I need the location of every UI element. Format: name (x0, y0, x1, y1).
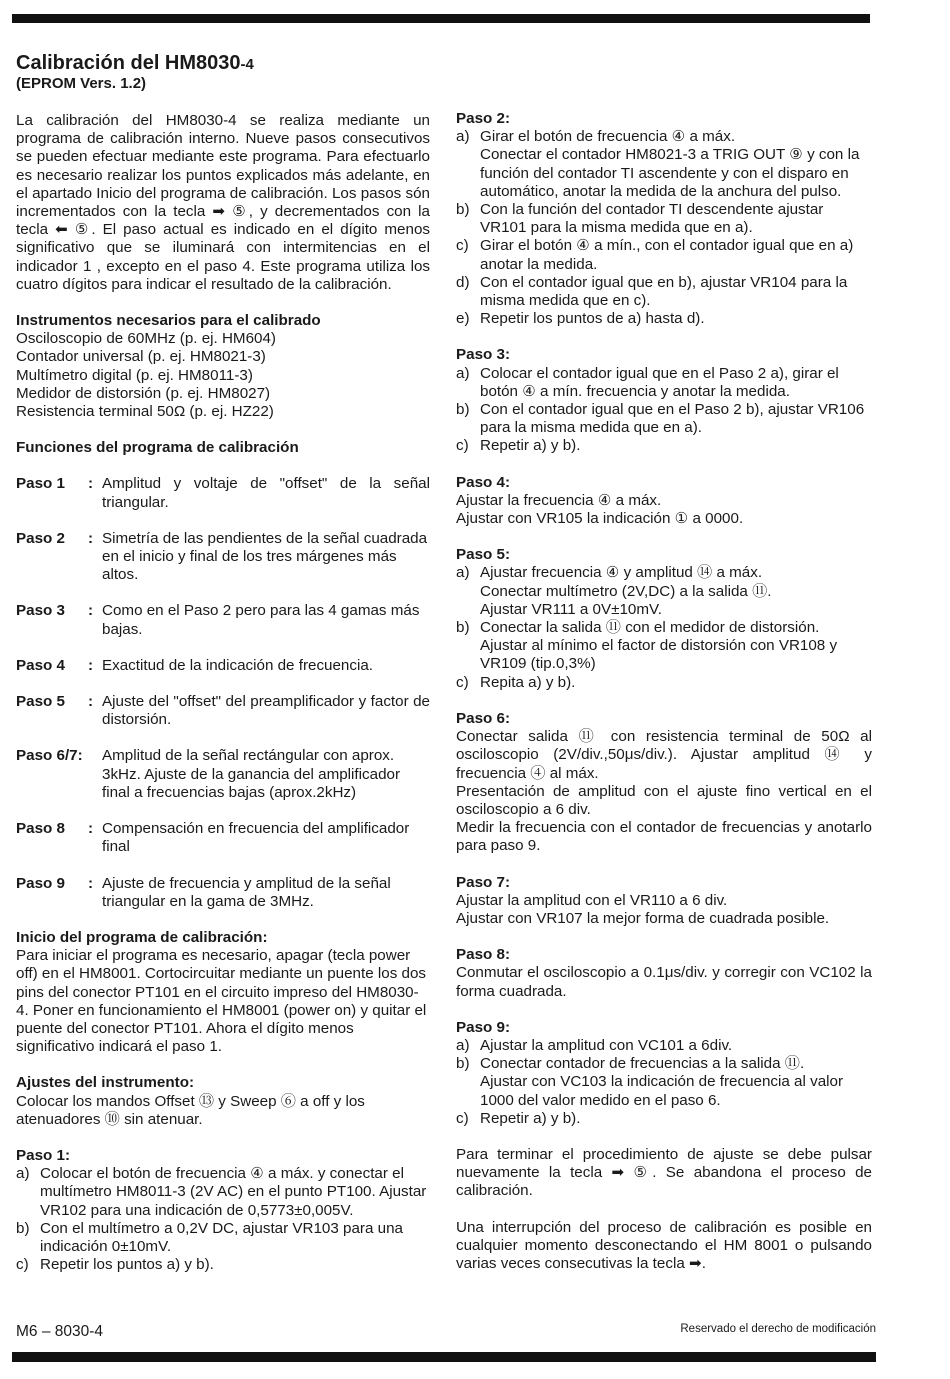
list-item (456, 619, 872, 637)
item-text: Con el contador igual que en el Paso 2 b), ajustar VR106 para la misma medida que en a). (480, 401, 865, 437)
step-label: Paso 4 (16, 656, 65, 674)
list-item (456, 583, 872, 601)
list-item (456, 237, 872, 273)
paso9-section (456, 1019, 872, 1128)
step-text: Simetría de las pendientes de la señal cuadrada en el inicio y final de los tres márgenes más altos. (102, 529, 428, 584)
step-colon: : (88, 475, 94, 493)
function-step (16, 747, 430, 802)
item-text: Repetir a) y b). (480, 1109, 581, 1127)
item-key (456, 583, 480, 601)
item-text: Repita a) y b). (480, 673, 576, 691)
start-section (16, 929, 430, 1056)
bottom-rule (12, 1352, 876, 1362)
paso8-heading: Paso 8: (456, 946, 511, 964)
list-item (456, 437, 872, 455)
item-key: a) (456, 128, 470, 146)
step-colon: : (88, 656, 94, 674)
item-key (456, 601, 480, 619)
page-subtitle: (EPROM Vers. 1.2) (16, 75, 147, 92)
function-step (16, 657, 430, 675)
item-text: Repetir a) y b). (480, 437, 581, 455)
paso8-text: Conmutar el osciloscopio a 0.1μs/div. y corregir con VC102 la forma cuadrada. (456, 964, 872, 1000)
step-text: Compensación en frecuencia del amplificador final (102, 820, 410, 856)
list-item (16, 1165, 430, 1220)
function-step (16, 820, 430, 856)
item-text: Ajustar al mínimo el factor de distorsión con VR108 y VR109 (tip.0,3%) (480, 637, 838, 673)
paso1-heading: Paso 1: (16, 1146, 71, 1164)
paso7-heading: Paso 7: (456, 873, 511, 891)
paso4-line: Ajustar la frecuencia ④ a máx. (456, 491, 662, 509)
step-text: Ajuste del "offset" del preamplificador y factor de distorsión. (102, 693, 430, 729)
right-column (456, 110, 872, 1273)
item-key: b) (456, 1055, 470, 1073)
list-item (456, 601, 872, 619)
instruments-heading: Instrumentos necesarios para el calibrado (16, 312, 321, 330)
step-label: Paso 2 (16, 529, 65, 547)
item-key (456, 146, 480, 201)
item-key: c) (456, 437, 469, 455)
start-text: Para iniciar el programa es necesario, apagar (tecla power off) en el HM8001. Cortocircuitar mediante un puente los dos pins del conector PT101 en el circuito impreso del HM8030-4. Poner en funcionamiento el HM8001 (power on) y quitar el puente del conector PT101. Ahora el dígito menos significativo indicará el paso 1. (16, 947, 427, 1056)
item-text: Colocar el contador igual que en el Paso 2 a), girar el botón ④ a mín. frecuencia y anotar la medida. (480, 364, 839, 400)
item-text: Ajustar la amplitud con VC101 a 6div. (480, 1036, 733, 1054)
intro-paragraph: La calibración del HM8030-4 se realiza mediante un programa de calibración interno. Nueve pasos consecutivos se pueden efectuar mediante este programa. Para efectuarlo es necesario realizar los puntos explicados más adelante, en el apartado Inicio del programa de calibración. Los pasos són incrementados con la tecla ➡ ⑤, y decrementados con la tecla ⬅ ⑤. El paso actual es indicado en el dígito menos significativo que se iluminará con intermitencias en el indicador 1 , excepto en el paso 4. Este programa utiliza los cuatro dígitos para indicar el resultado de la calibración. (16, 112, 430, 293)
list-item (456, 310, 872, 328)
adjust-section (16, 1074, 430, 1129)
rights-notice: Reservado el derecho de modificación (680, 1323, 876, 1335)
item-key: e) (456, 310, 470, 328)
list-item (456, 146, 872, 201)
item-text: Girar el botón de frecuencia ④ a máx. (480, 128, 736, 146)
list-item (456, 564, 872, 582)
item-text: Con el contador igual que en b), ajustar VR104 para la misma medida que en c). (480, 273, 848, 310)
step-label: Paso 5 (16, 693, 65, 711)
paso6-line: Medir la frecuencia con el contador de frecuencias y anotarlo para paso 9. (456, 819, 872, 855)
item-key (456, 1073, 480, 1109)
paso2-heading: Paso 2: (456, 110, 511, 127)
list-item (456, 128, 872, 146)
item-key: b) (456, 401, 470, 419)
step-colon: : (88, 529, 94, 547)
step-text: Como en el Paso 2 pero para las 4 gamas más bajas. (102, 602, 420, 638)
page-title: Calibración del HM8030-4 (16, 52, 254, 74)
item-key: c) (456, 237, 469, 255)
page-number: M6 – 8030-4 (16, 1323, 104, 1340)
paso4-section (456, 474, 872, 529)
list-item (456, 365, 872, 401)
list-item (456, 401, 872, 437)
function-step (16, 693, 430, 729)
list-item (456, 1073, 872, 1109)
list-item (456, 674, 872, 692)
instrument-item: Multímetro digital (p. ej. HM8011-3) (16, 366, 253, 384)
step-label: Paso 6/7: (16, 747, 83, 765)
item-key: d) (456, 273, 470, 291)
item-text: Con la función del contador TI descendente ajustar VR101 para la misma medida que en a). (480, 201, 824, 237)
paso9-heading: Paso 9: (456, 1018, 511, 1036)
instrument-item: Medidor de distorsión (p. ej. HM8027) (16, 384, 271, 402)
item-text: Ajustar con VC103 la indicación de frecuencia al valor 1000 del valor medido en el paso 6. (480, 1073, 844, 1109)
step-label: Paso 3 (16, 602, 65, 620)
step-label: Paso 8 (16, 820, 65, 838)
item-key: c) (16, 1256, 29, 1274)
item-key (456, 637, 480, 673)
function-step (16, 475, 430, 511)
item-text: Conectar contador de frecuencias a la salida ⑪. (480, 1055, 805, 1073)
paso4-line: Ajustar con VR105 la indicación ① a 0000. (456, 510, 744, 528)
item-key: b) (456, 619, 470, 637)
step-label: Paso 9 (16, 874, 65, 892)
end-paragraph: Para terminar el procedimiento de ajuste se debe pulsar nuevamente la tecla ➡ ⑤. Se abandona el proceso de calibración. (456, 1145, 872, 1200)
item-text: Conectar el contador HM8021-3 a TRIG OUT ⑨ y con la función del contador TI ascendente y con el disparo en automático, anotar la medida de la anchura del pulso. (480, 146, 860, 200)
list-item (456, 274, 872, 310)
left-column (16, 112, 430, 1274)
paso8-section (456, 946, 872, 1001)
list-item (16, 1256, 430, 1274)
item-key: c) (456, 673, 469, 691)
paso1-section (16, 1147, 430, 1274)
list-item (456, 1037, 872, 1055)
paso6-heading: Paso 6: (456, 709, 511, 727)
list-item (456, 201, 872, 237)
step-text: Amplitud de la señal rectángular con aprox. 3kHz. Ajuste de la ganancia del amplificador final a frecuencias bajas (aprox.2kHz) (102, 747, 401, 801)
list-item (456, 637, 872, 673)
item-text: Colocar el botón de frecuencia ④ a máx. y conectar el multímetro HM8011-3 (2V AC) en el punto PT100. Ajustar VR102 para una indicación de 0,5773±0,005V. (40, 1165, 427, 1219)
start-heading: Inicio del programa de calibración: (16, 928, 268, 946)
list-item (456, 1110, 872, 1128)
item-key: a) (456, 1036, 470, 1054)
item-key: a) (16, 1165, 30, 1183)
item-text: Con el multímetro a 0,2V DC, ajustar VR103 para una indicación 0±10mV. (40, 1219, 403, 1255)
step-label: Paso 1 (16, 475, 65, 493)
instrument-item: Contador universal (p. ej. HM8021-3) (16, 348, 266, 366)
paso7-line: Ajustar con VR107 la mejor forma de cuadrada posible. (456, 909, 830, 927)
paso2-section (456, 110, 872, 328)
list-item (456, 1055, 872, 1073)
instruments-section (16, 312, 430, 421)
item-key: a) (456, 564, 470, 582)
instrument-item: Osciloscopio de 60MHz (p. ej. HM604) (16, 330, 276, 348)
paso3-section (456, 346, 872, 455)
paso7-section (456, 874, 872, 929)
step-text: Exactitud de la indicación de frecuencia. (102, 656, 374, 674)
instrument-item: Resistencia terminal 50Ω (p. ej. HZ22) (16, 403, 274, 421)
item-key: b) (16, 1219, 30, 1237)
step-text: Amplitud y voltaje de "offset" de la señal triangular. (102, 475, 430, 511)
item-text: Repetir los puntos de a) hasta d). (480, 310, 705, 328)
item-text: Conectar multímetro (2V,DC) a la salida ⑪. (480, 582, 772, 600)
functions-list (16, 475, 430, 910)
item-key: b) (456, 201, 470, 219)
item-text: Ajustar VR111 a 0V±10mV. (480, 600, 662, 618)
paso7-line: Ajustar la amplitud con el VR110 a 6 div. (456, 891, 728, 909)
function-step (16, 875, 430, 911)
paso6-line: Presentación de amplitud con el ajuste fino vertical en el osciloscopio a 6 div. (456, 782, 872, 818)
step-colon: : (88, 693, 94, 711)
function-step (16, 602, 430, 638)
adjust-heading: Ajustes del instrumento: (16, 1074, 195, 1092)
top-rule (12, 14, 870, 23)
item-key: a) (456, 364, 470, 382)
paso6-line: Conectar salida ⑪ con resistencia terminal de 50Ω al osciloscopio (2V/div.,50μs/div.). Ajustar amplitud ⑭ y frecuencia ④ al máx. (456, 728, 872, 782)
step-colon (88, 747, 102, 802)
paso6-section (456, 710, 872, 856)
adjust-text: Colocar los mandos Offset ⑬ y Sweep ⑥ a off y los atenuadores ⑩ sin atenuar. (16, 1092, 365, 1128)
paso4-heading: Paso 4: (456, 473, 511, 491)
item-text: Repetir los puntos a) y b). (40, 1256, 214, 1274)
paso5-heading: Paso 5: (456, 546, 511, 564)
step-colon: : (88, 874, 94, 892)
paso3-heading: Paso 3: (456, 346, 511, 364)
item-text: Conectar la salida ⑪ con el medidor de distorsión. (480, 619, 820, 637)
paso5-section (456, 546, 872, 692)
step-text: Ajuste de frecuencia y amplitud de la señal triangular en la gama de 3MHz. (102, 874, 391, 910)
item-text: Girar el botón ④ a mín., con el contador igual que en a) anotar la medida. (480, 237, 854, 273)
step-colon: : (88, 820, 94, 838)
list-item (16, 1220, 430, 1256)
function-step (16, 530, 430, 585)
interrupt-paragraph: Una interrupción del proceso de calibración es posible en cualquier momento desconectando el HM 8001 o pulsando varias veces consecutivas la tecla ➡. (456, 1218, 872, 1272)
functions-heading: Funciones del programa de calibración (16, 439, 299, 457)
item-key: c) (456, 1109, 469, 1127)
item-text: Ajustar frecuencia ④ y amplitud ⑭ a máx. (480, 564, 763, 582)
step-colon: : (88, 602, 94, 620)
